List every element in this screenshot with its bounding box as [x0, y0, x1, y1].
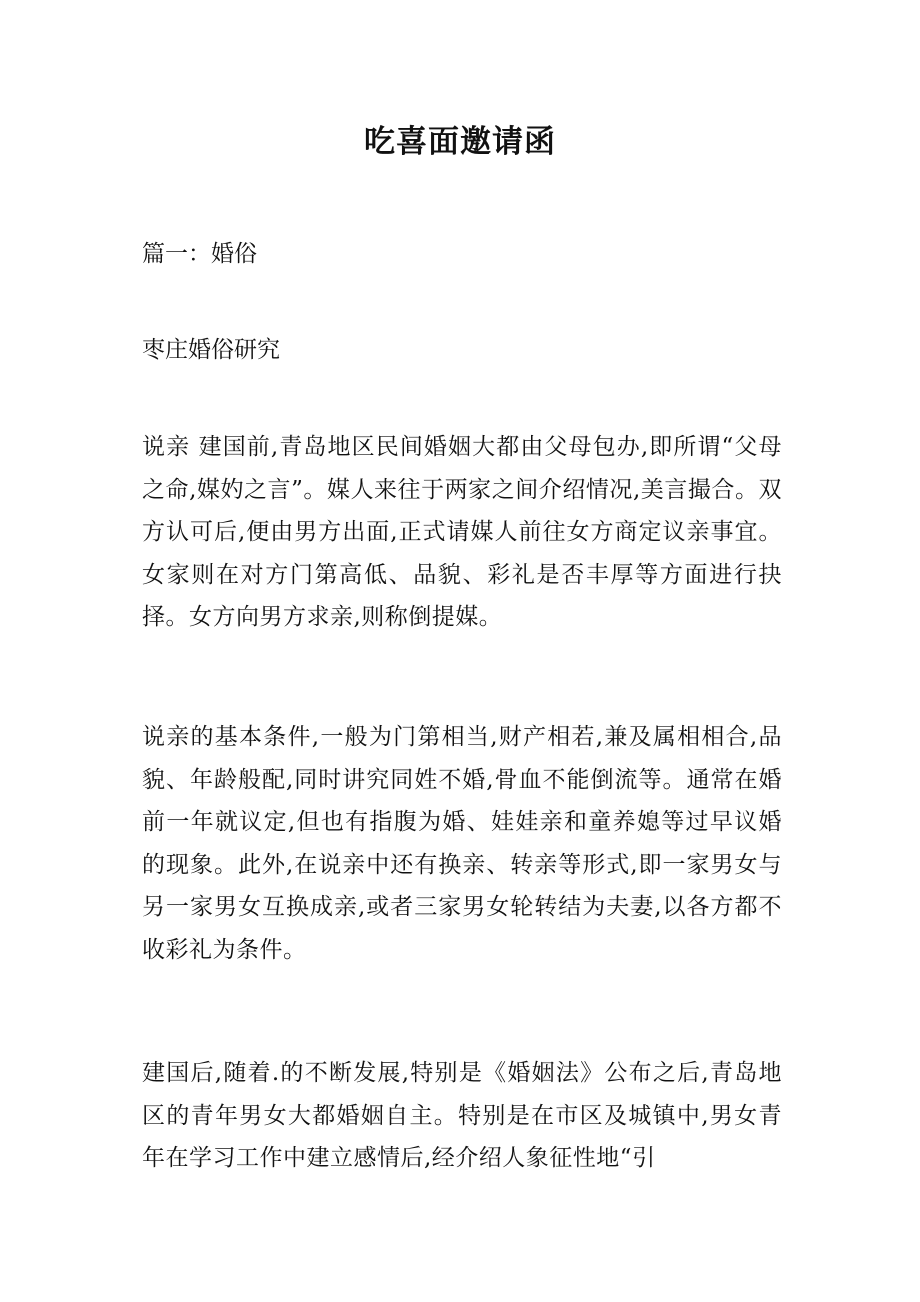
paragraph: 说亲 建国前,青岛地区民间婚姻大都由父母包办,即所谓“父母之命,媒妁之言”。媒人来往于两家之间介绍情况,美言撮合。双方认可后,便由男方出面,正式请媒人前往女方商定议亲事宜。女家则在对方门第高低、品貌、彩礼是否丰厚等方面进行抉择。女方向男方求亲,则称倒提媒。 [142, 434, 782, 630]
section-heading: 篇一：婚俗 [142, 241, 257, 267]
document-title: 吃喜面邀请函 [364, 124, 556, 160]
paragraph: 说亲的基本条件,一般为门第相当,财产相若,兼及属相相合,品貌、年龄般配,同时讲究同姓不婚,骨血不能倒流等。通常在婚前一年就议定,但也有指腹为婚、娃娃亲和童养媳等过早议婚的现象。此外,在说亲中还有换亲、转亲等形式,即一家男女与另一家男女互换成亲,或者三家男女轮转结为夫妻,以各方都不收彩礼为条件。 [142, 724, 782, 963]
paragraph: 建国后,随着.的不断发展,特别是《婚姻法》公布之后,青岛地区的青年男女大都婚姻自主。特别是在市区及城镇中,男女青年在学习工作中建立感情后,经介绍人象征性地“引 [142, 1060, 782, 1171]
subheading: 枣庄婚俗研究 [142, 337, 280, 363]
